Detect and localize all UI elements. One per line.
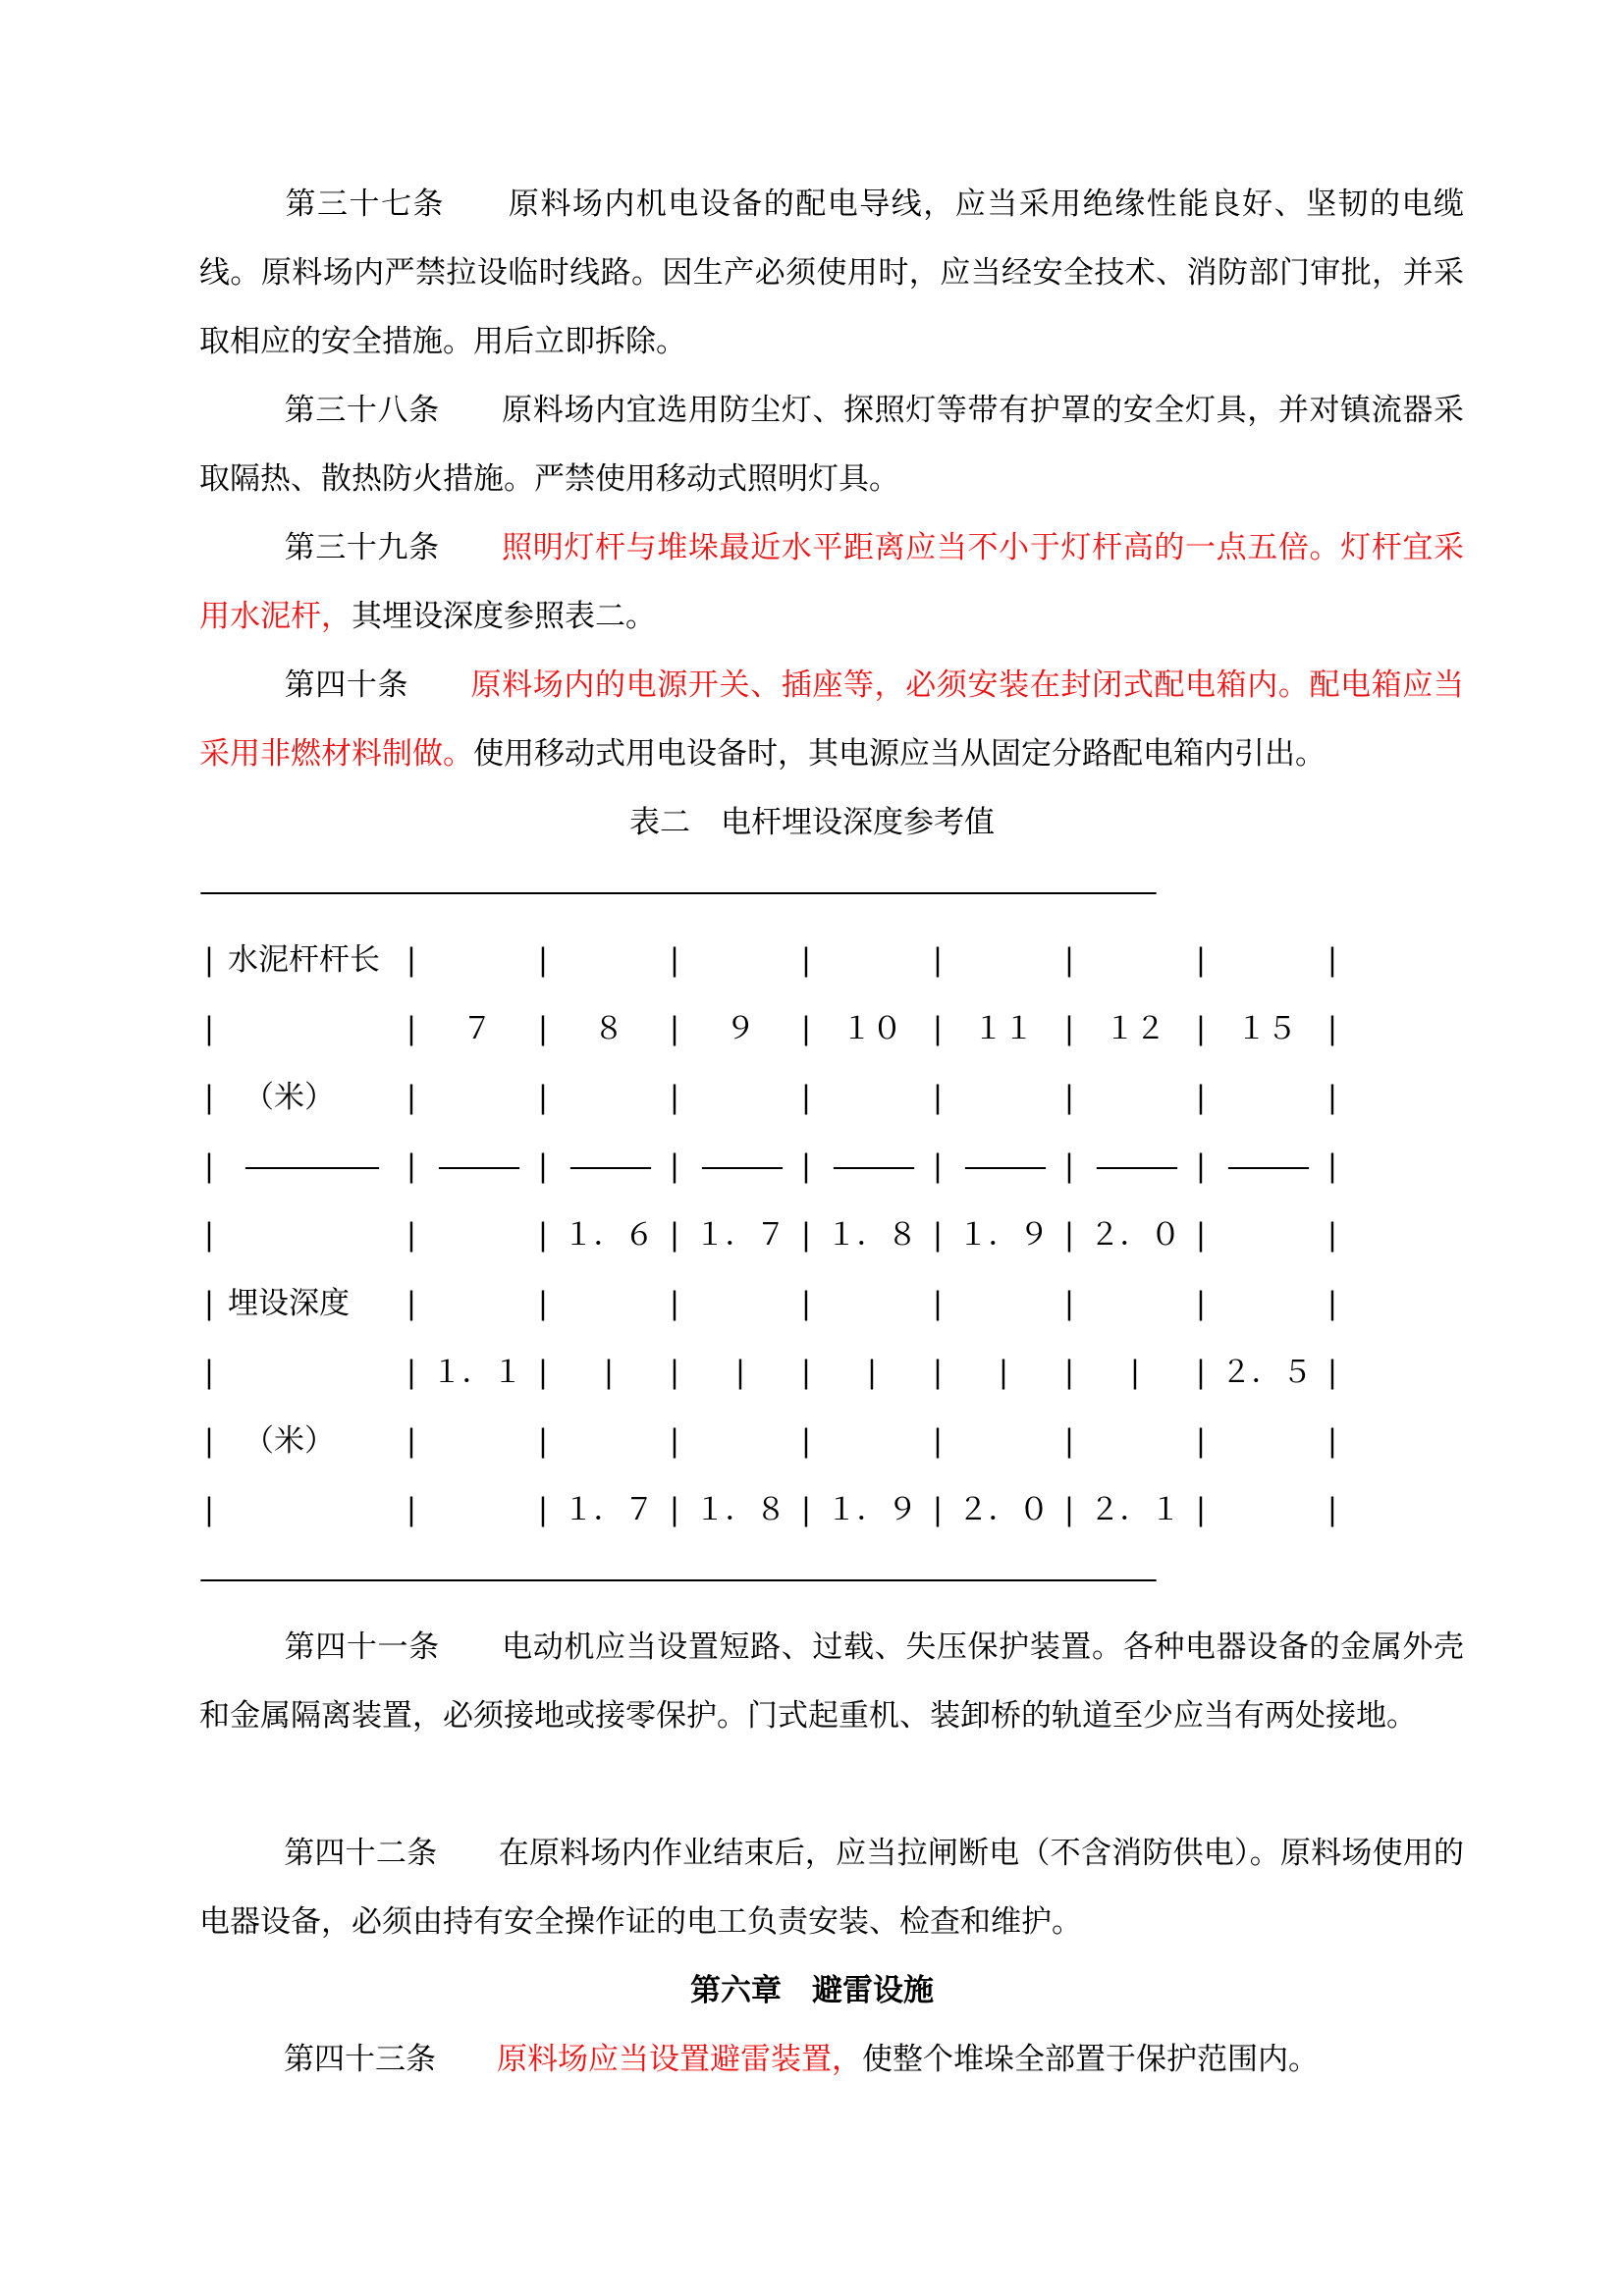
table-border: |	[203, 1148, 215, 1184]
table-border: |	[1326, 1286, 1338, 1321]
table-row	[0, 1475, 1624, 1544]
table-border: |	[537, 1011, 549, 1046]
separator-segment: —————	[244, 1148, 377, 1184]
article-38-body: 原料场内宜选用防尘灯、探照灯等带有护罩的安全灯具，并对镇流器采取隔热、散热防火措施。严禁使用移动式照明灯具。	[199, 393, 1465, 497]
table-border: |	[537, 942, 549, 978]
table-border: |	[1326, 1011, 1338, 1046]
length-cell: １０	[841, 1011, 902, 1046]
table-border: |	[406, 1286, 417, 1321]
table-border: |	[1063, 1355, 1075, 1390]
table-border: |	[203, 1011, 215, 1046]
depth-cell: １．６	[563, 1217, 655, 1253]
article-39-label: 第三十九条	[284, 530, 440, 565]
table-border: |	[1063, 1217, 1075, 1253]
table-border: |	[537, 1148, 549, 1184]
table-border: |	[800, 1080, 812, 1115]
table-border: |	[406, 1080, 417, 1115]
article-40	[199, 651, 1464, 788]
article-40-text: 使用移动式用电设备时，其电源应当从固定分路配电箱内引出。	[473, 736, 1326, 772]
article-40-label: 第四十条	[284, 667, 409, 703]
length-cell: ７	[461, 1011, 493, 1046]
unit-label: （米）	[244, 1080, 335, 1115]
table-row	[0, 994, 1624, 1063]
article-39	[199, 513, 1464, 651]
table-2-title: 表二 电杆埋设深度参考值	[629, 805, 995, 840]
table-border: |	[800, 1423, 812, 1459]
article-42	[199, 1819, 1464, 1956]
table-row	[0, 1063, 1624, 1132]
table-border: |	[669, 1423, 680, 1459]
table-border: |	[406, 1423, 417, 1459]
table-border: |	[1326, 1492, 1338, 1527]
row-label-length: 水泥杆杆长	[228, 942, 380, 978]
table-border: |	[1063, 1148, 1075, 1184]
table-border: |	[932, 1492, 944, 1527]
table-border: |	[1129, 1355, 1141, 1390]
depth-cell: ２．５	[1220, 1355, 1313, 1390]
article-40-red-text: 原料场内的电源开关、插座等，必须安装在封闭式配电箱内。配电箱应当采用非燃材料制做。	[199, 667, 1465, 772]
article-38	[199, 376, 1464, 513]
table-border: |	[203, 1423, 215, 1459]
depth-cell: １．９	[957, 1217, 1050, 1253]
table-top-rule	[0, 857, 1624, 926]
separator-segment: ———	[700, 1148, 781, 1184]
table-border: |	[537, 1286, 549, 1321]
depth-cell: １．８	[694, 1492, 786, 1527]
table-border: |	[932, 1217, 944, 1253]
table-border: |	[406, 1217, 417, 1253]
table-border: |	[1326, 942, 1338, 978]
depth-cell: ２．０	[1089, 1217, 1181, 1253]
article-39-red-text: 照明灯杆与堆垛最近水平距离应当不小于灯杆高的一点五倍。灯杆宜采用水泥杆，	[199, 530, 1465, 634]
depth-cell: ２．１	[1089, 1492, 1181, 1527]
unit-label: （米）	[244, 1423, 335, 1459]
table-border: |	[203, 1080, 215, 1115]
table-border: |	[203, 1355, 215, 1390]
table-border: |	[1195, 942, 1207, 978]
table-border: |	[669, 1080, 680, 1115]
table-border: |	[669, 942, 680, 978]
table-border: |	[1195, 1217, 1207, 1253]
table-border: |	[669, 1286, 680, 1321]
table-border: |	[932, 1011, 944, 1046]
table-border: |	[537, 1423, 549, 1459]
table-border: |	[1063, 942, 1075, 978]
table-border: |	[1326, 1217, 1338, 1253]
table-row	[0, 926, 1624, 994]
table-border: |	[669, 1011, 680, 1046]
table-border: |	[603, 1355, 615, 1390]
separator-segment: ———	[832, 1148, 912, 1184]
table-border: |	[1326, 1423, 1338, 1459]
article-41-label: 第四十一条	[284, 1629, 440, 1665]
separator-segment: ———	[963, 1148, 1044, 1184]
table-border: |	[1063, 1492, 1075, 1527]
length-cell: １２	[1105, 1011, 1165, 1046]
table-border: |	[1063, 1423, 1075, 1459]
row-label-depth: 埋设深度	[228, 1286, 350, 1321]
table-border: |	[203, 1286, 215, 1321]
rule-line: ————————————————————————————————————	[199, 874, 1154, 909]
table-border: |	[406, 1492, 417, 1527]
table-border: |	[537, 1355, 549, 1390]
table-border: |	[406, 942, 417, 978]
table-border: |	[932, 1080, 944, 1115]
table-row	[0, 1201, 1624, 1269]
article-43	[199, 2025, 1464, 2094]
depth-cell: １．７	[563, 1492, 655, 1527]
article-43-text: 使整个堆垛全部置于保护范围内。	[862, 2042, 1319, 2077]
depth-cell: １．７	[694, 1217, 786, 1253]
table-border: |	[1195, 1423, 1207, 1459]
table-border: |	[1195, 1492, 1207, 1527]
table-border: |	[932, 942, 944, 978]
table-border: |	[932, 1423, 944, 1459]
table-border: |	[537, 1492, 549, 1527]
depth-cell: ２．０	[957, 1492, 1050, 1527]
table-border: |	[800, 1286, 812, 1321]
table-border: |	[406, 1148, 417, 1184]
table-border: |	[1195, 1148, 1207, 1184]
rule-line: ————————————————————————————————————	[199, 1561, 1154, 1596]
table-border: |	[203, 1492, 215, 1527]
table-border: |	[800, 1011, 812, 1046]
separator-segment: ———	[1226, 1148, 1307, 1184]
article-37	[199, 170, 1464, 376]
article-43-label: 第四十三条	[284, 2042, 436, 2077]
table-border: |	[669, 1492, 680, 1527]
article-37-body: 原料场内机电设备的配电导线，应当采用绝缘性能良好、坚韧的电缆线。原料场内严禁拉设临时线路。因生产必须使用时，应当经安全技术、消防部门审批，并采取相应的安全措施。用后立即拆除。	[199, 187, 1465, 359]
article-42-label: 第四十二条	[284, 1836, 438, 1871]
table-border: |	[1326, 1355, 1338, 1390]
length-cell: ８	[593, 1011, 624, 1046]
article-41-body: 电动机应当设置短路、过载、失压保护装置。各种电器设备的金属外壳和金属隔离装置，必须接地或接零保护。门式起重机、装卸桥的轨道至少应当有两处接地。	[199, 1629, 1465, 1734]
table-border: |	[932, 1286, 944, 1321]
table-border: |	[203, 942, 215, 978]
length-cell: １５	[1236, 1011, 1297, 1046]
length-cell: １１	[973, 1011, 1034, 1046]
table-border: |	[1195, 1286, 1207, 1321]
table-border: |	[537, 1080, 549, 1115]
table-border: |	[406, 1355, 417, 1390]
table-border: |	[203, 1217, 215, 1253]
table-border: |	[998, 1355, 1009, 1390]
separator-segment: ———	[568, 1148, 649, 1184]
table-row	[0, 1338, 1624, 1407]
separator-segment: ———	[437, 1148, 517, 1184]
table-border: |	[1063, 1286, 1075, 1321]
table-border: |	[537, 1217, 549, 1253]
table-border: |	[800, 1217, 812, 1253]
table-border: |	[1063, 1011, 1075, 1046]
table-border: |	[734, 1355, 746, 1390]
separator-segment: ———	[1095, 1148, 1175, 1184]
table-border: |	[1326, 1080, 1338, 1115]
table-row	[0, 1407, 1624, 1475]
table-bottom-rule	[0, 1544, 1624, 1613]
table-border: |	[406, 1011, 417, 1046]
table-border: |	[800, 942, 812, 978]
article-43-red-text: 原料场应当设置避雷装置，	[497, 2042, 862, 2077]
table-border: |	[1063, 1080, 1075, 1115]
depth-cell: １．１	[431, 1355, 523, 1390]
depth-cell: １．９	[826, 1492, 918, 1527]
table-border: |	[800, 1148, 812, 1184]
table-border: |	[1326, 1148, 1338, 1184]
table-border: |	[1195, 1355, 1207, 1390]
table-border: |	[866, 1355, 878, 1390]
table-row	[0, 1269, 1624, 1338]
table-border: |	[1195, 1080, 1207, 1115]
table-border: |	[1195, 1011, 1207, 1046]
table-row-separator	[0, 1132, 1624, 1201]
table-border: |	[800, 1355, 812, 1390]
table-border: |	[669, 1148, 680, 1184]
table-border: |	[932, 1355, 944, 1390]
depth-cell: １．８	[826, 1217, 918, 1253]
chapter-heading: 第六章 避雷设施	[690, 1973, 934, 2008]
table-border: |	[800, 1492, 812, 1527]
article-41	[199, 1613, 1464, 1750]
article-39-text: 其埋设深度参照表二。	[352, 599, 656, 634]
table-border: |	[669, 1355, 680, 1390]
table-border: |	[932, 1148, 944, 1184]
article-38-label: 第三十八条	[284, 393, 440, 428]
length-cell: ９	[725, 1011, 756, 1046]
article-42-body: 在原料场内作业结束后，应当拉闸断电（不含消防供电）。原料场使用的电器设备，必须由持有安全操作证的电工负责安装、检查和维护。	[199, 1836, 1465, 1940]
table-border: |	[669, 1217, 680, 1253]
article-37-label: 第三十七条	[284, 187, 445, 222]
